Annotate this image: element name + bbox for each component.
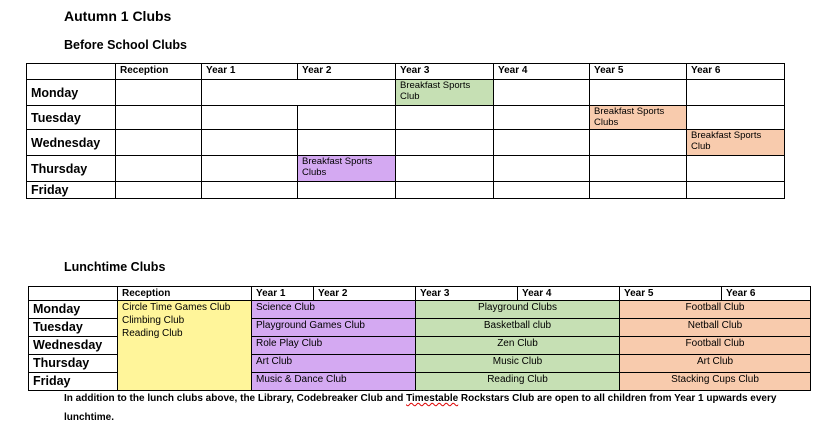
club-y12-monday: Science Club (252, 301, 416, 319)
cell (687, 182, 785, 199)
club-y56-thursday: Art Club (620, 355, 811, 373)
cell (116, 130, 202, 156)
cell (116, 182, 202, 199)
club-y12-thursday: Art Club (252, 355, 416, 373)
cell (298, 182, 396, 199)
note-part-2: Rockstars Club are open to all children from Year 1 upwards every lunchtime. (64, 393, 777, 423)
cell (687, 80, 785, 106)
club-y12-tuesday: Playground Games Club (252, 319, 416, 337)
club-y12-friday: Music & Dance Club (252, 373, 416, 391)
club-y34-monday: Playground Clubs (416, 301, 620, 319)
reception-club: Reading Club (122, 328, 183, 339)
row-tuesday (27, 106, 785, 130)
cell (396, 182, 494, 199)
before-school-heading: Before School Clubs (64, 38, 187, 52)
cell (494, 130, 590, 156)
lunch-row-monday (29, 301, 811, 319)
lunch-header-year-6: Year 6 (722, 287, 811, 301)
day-wednesday: Wednesday (27, 130, 116, 156)
row-thursday (27, 156, 785, 182)
cell (116, 80, 202, 106)
club-y34-thursday: Music Club (416, 355, 620, 373)
lunch-header-year-4: Year 4 (518, 287, 620, 301)
club-cell-year-6-wednesday: Breakfast Sports Club (687, 130, 785, 156)
header-year-6: Year 6 (687, 64, 785, 80)
lunch-header-year-3: Year 3 (416, 287, 518, 301)
page-title: Autumn 1 Clubs (64, 8, 172, 24)
reception-clubs-cell (118, 301, 252, 391)
lunchtime-table (28, 286, 811, 391)
cell (202, 182, 298, 199)
club-cell-year-2-thursday: Breakfast Sports Clubs (298, 156, 396, 182)
cell (202, 80, 396, 106)
header-blank (27, 64, 116, 80)
lunchtime-heading: Lunchtime Clubs (64, 260, 166, 274)
day-friday: Friday (27, 182, 116, 199)
club-y56-tuesday: Netball Club (620, 319, 811, 337)
day-thursday: Thursday (27, 156, 116, 182)
day-monday: Monday (27, 80, 116, 106)
club-cell-year-3-monday: Breakfast Sports Club (396, 80, 494, 106)
reception-club: Climbing Club (122, 315, 185, 326)
club-y12-wednesday: Role Play Club (252, 337, 416, 355)
cell (202, 130, 298, 156)
header-row (27, 64, 785, 80)
header-year-3: Year 3 (396, 64, 494, 80)
cell (396, 106, 494, 130)
row-wednesday (27, 130, 785, 156)
cell (590, 80, 687, 106)
row-friday (27, 182, 785, 199)
club-y34-tuesday: Basketball club (416, 319, 620, 337)
lunch-header-reception: Reception (118, 287, 252, 301)
lunch-day-monday: Monday (29, 301, 118, 319)
cell (494, 182, 590, 199)
lunch-day-wednesday: Wednesday (29, 337, 118, 355)
cell (590, 182, 687, 199)
club-y56-friday: Stacking Cups Club (620, 373, 811, 391)
lunch-header-row (29, 287, 811, 301)
club-y34-wednesday: Zen Club (416, 337, 620, 355)
note-timestable: Timestable (406, 393, 459, 404)
header-year-5: Year 5 (590, 64, 687, 80)
header-year-4: Year 4 (494, 64, 590, 80)
lunch-header-year-2: Year 2 (314, 287, 416, 301)
cell (298, 130, 396, 156)
header-year-1: Year 1 (202, 64, 298, 80)
cell (687, 106, 785, 130)
before-school-table (26, 63, 785, 199)
cell (116, 106, 202, 130)
day-tuesday: Tuesday (27, 106, 116, 130)
cell (202, 106, 298, 130)
cell (590, 156, 687, 182)
lunch-header-blank (29, 287, 118, 301)
cell (687, 156, 785, 182)
row-monday (27, 80, 785, 106)
cell (494, 106, 590, 130)
note-part-1: In addition to the lunch clubs above, the Library, Codebreaker Club and (64, 393, 407, 404)
lunch-note (64, 389, 784, 427)
cell (116, 156, 202, 182)
cell (202, 156, 298, 182)
header-year-2: Year 2 (298, 64, 396, 80)
lunch-header-year-5: Year 5 (620, 287, 722, 301)
cell (298, 106, 396, 130)
lunch-day-friday: Friday (29, 373, 118, 391)
cell (396, 156, 494, 182)
club-y56-monday: Football Club (620, 301, 811, 319)
cell (396, 130, 494, 156)
cell (590, 130, 687, 156)
lunch-day-tuesday: Tuesday (29, 319, 118, 337)
club-y34-friday: Reading Club (416, 373, 620, 391)
header-reception: Reception (116, 64, 202, 80)
reception-club: Circle Time Games Club (122, 302, 231, 313)
club-cell-year-5-tuesday: Breakfast Sports Clubs (590, 106, 687, 130)
lunch-header-year-1: Year 1 (252, 287, 314, 301)
lunch-day-thursday: Thursday (29, 355, 118, 373)
club-y56-wednesday: Football Club (620, 337, 811, 355)
cell (494, 156, 590, 182)
cell (494, 80, 590, 106)
